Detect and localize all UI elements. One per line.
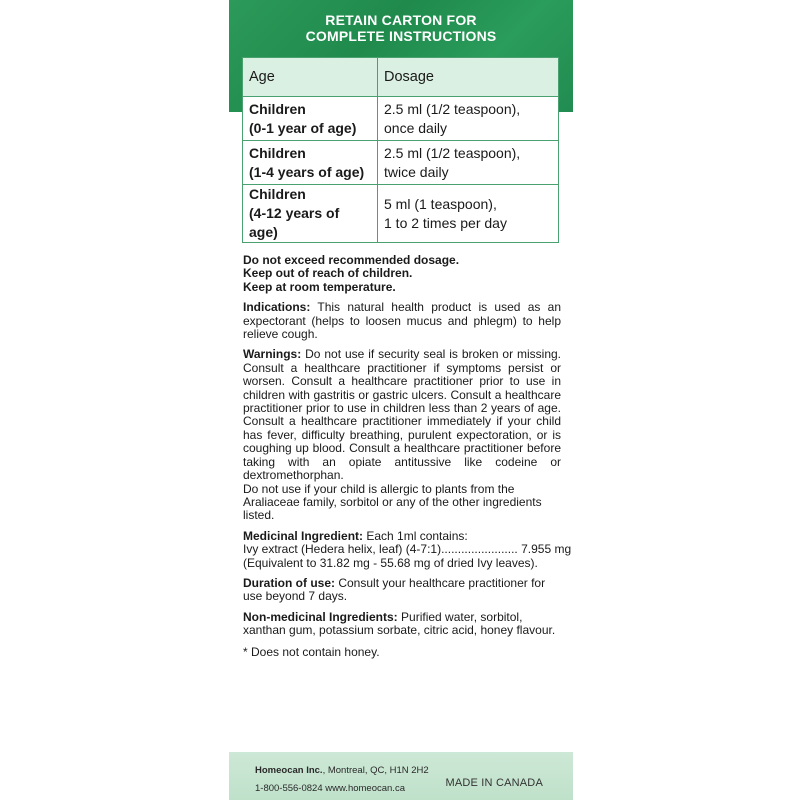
dosage-table-header-row	[243, 58, 559, 97]
caution-line: Do not exceed recommended dosage.	[243, 253, 460, 267]
non-medicinal-text: Purified water, sorbitol, xanthan gum, potassium sorbate, citric acid, honey flavour.	[243, 609, 556, 638]
caution-line: Keep at room temperature.	[243, 279, 396, 294]
address-text: , Montreal, QC, H1N 2H2	[322, 765, 429, 776]
medicinal-ingredient-paragraph	[243, 530, 561, 543]
age-label: Children	[249, 144, 306, 161]
made-in-canada: MADE IN CANADA	[445, 777, 543, 789]
medicinal-label: Medicinal Ingredient:	[243, 528, 364, 543]
table-row	[243, 97, 559, 141]
dose-frequency: once daily	[384, 119, 448, 136]
indications-text: This natural health product is used as an expectorant (helps to loosen mucus and phlegm) to help relieve cough.	[243, 300, 561, 342]
ivy-equivalent-line: (Equivalent to 31.82 mg - 55.68 mg of dried Ivy leaves).	[243, 555, 538, 570]
dose-frequency: 1 to 2 times per day	[384, 214, 507, 231]
indications-paragraph	[243, 301, 561, 341]
header-age: Age	[243, 58, 378, 97]
header-dosage: Dosage	[378, 58, 559, 97]
table-row	[243, 185, 559, 243]
header-line-1: RETAIN CARTON FOR	[325, 12, 477, 28]
caution-block	[243, 254, 561, 294]
age-range: (0-1 year of age)	[249, 119, 357, 136]
non-medicinal-label: Non-medicinal Ingredients:	[243, 609, 398, 624]
label-body-text	[243, 253, 572, 659]
age-cell	[243, 97, 378, 141]
warnings-text: Do not use if security seal is broken or missing. Consult a healthcare practitioner if symptoms persist or worsen. Consult a healthcare practitioner prior to use in children with gastritis or gastric ulcers. Consult a healthcare practitioner prior to use in children less than 2 years of age. Consult a healthcare practitioner immediately if your child has fever, difficulty breathing, purulent expectoration, or is coughing up blood. Consult a healthcare practitioner before taking with an opiate antitussive like codeine or dextromethorphan.	[243, 347, 561, 483]
age-cell	[243, 185, 378, 243]
company-address	[255, 765, 429, 776]
duration-label: Duration of use:	[243, 575, 335, 590]
dose-cell	[378, 97, 559, 141]
dose-amount: 2.5 ml (1/2 teaspoon),	[384, 144, 521, 161]
dose-amount: 2.5 ml (1/2 teaspoon),	[384, 100, 521, 117]
indications-label: Indications:	[243, 300, 311, 315]
non-medicinal-paragraph	[243, 611, 561, 638]
caution-line: Keep out of reach of children.	[243, 266, 413, 281]
age-range: (1-4 years of age)	[249, 163, 365, 180]
age-label: Children	[249, 186, 306, 202]
age-label: Children	[249, 100, 306, 117]
table-row	[243, 141, 559, 185]
company-name: Homeocan Inc.	[255, 765, 323, 776]
medicinal-text: Each 1ml contains:	[363, 528, 468, 543]
warnings-paragraph	[243, 348, 561, 482]
duration-text: Consult your healthcare practitioner for use beyond 7 days.	[243, 575, 546, 604]
dose-cell	[378, 141, 559, 185]
honey-note: * Does not contain honey.	[243, 644, 380, 659]
warnings-label: Warnings:	[243, 347, 302, 362]
age-range: (4-12 years of age)	[249, 205, 340, 240]
dose-frequency: twice daily	[384, 163, 449, 180]
header-title	[229, 12, 573, 44]
duration-paragraph	[243, 577, 561, 604]
dose-cell	[378, 185, 559, 243]
allergy-warning: Do not use if your child is allergic to plants from the Araliaceae family, sorbitol or any of the other ingredients listed.	[243, 481, 542, 523]
footer-band	[229, 752, 573, 800]
ivy-extract-line: Ivy extract (Hedera helix, leaf) (4-7:1)....................... 7.955 mg	[243, 542, 572, 557]
dosage-table	[242, 57, 559, 243]
header-line-2: COMPLETE INSTRUCTIONS	[305, 28, 497, 44]
dose-amount: 5 ml (1 teaspoon),	[384, 195, 497, 212]
product-label-panel	[229, 0, 573, 800]
age-cell	[243, 141, 378, 185]
phone-website: 1-800-556-0824 www.homeocan.ca	[255, 783, 405, 794]
